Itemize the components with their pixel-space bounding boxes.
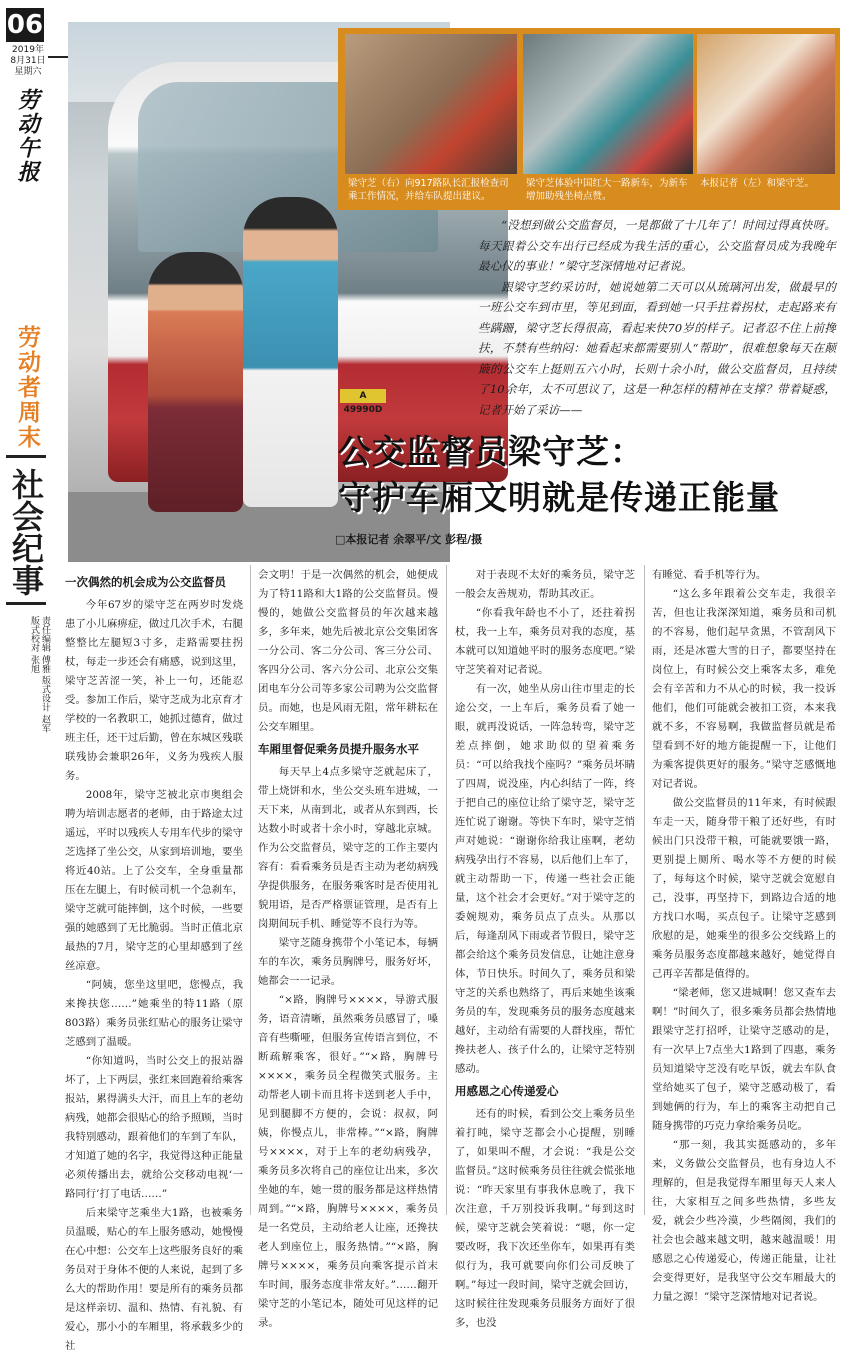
inset-photo-1: [345, 34, 517, 174]
body-column-4: [652, 566, 836, 1303]
body-paragraph: “梁老师，您又进城啊！您又查车去啊！”时间久了，很多乘务员都会热情地跟梁守芝打招呼，让梁守芝感动的是，有一次早上7点坐大1路到了四惠，乘务员知道梁守芝没有吃早饭，就去车队食堂给她买了包子，梁守芝感动极了，看到她俩的行为，车上的乘客主动把自己随身携带的巧克力拿给乘务员吃。: [652, 987, 836, 1132]
column-divider: [644, 565, 645, 1215]
subheading: 用感恩之心传递爱心: [455, 1084, 559, 1098]
body-column-3: [455, 566, 635, 1329]
body-paragraph: 会文明！于是一次偶然的机会，她便成为了特11路和大1路的公交监督员。慢慢的，她做公交监督员的年次越来越多，多年来，她先后被北京公交集团客一分公司、客二分公司、客三分公司、客四分公司、客六分公司、北京公交集团电车分公司等多家公司聘为公交监督员。而她，也是风雨无阻，常年耕耘在公交车厢里。: [258, 569, 438, 733]
body-paragraph: “你看我年龄也不小了，还拄着拐杖，我一上车，乘务员对我的态度，基本就可以知道她平时的服务态度吧。”梁守芝笑着对记者说。: [455, 607, 635, 676]
body-paragraph: 对于表现不太好的乘务员，梁守芝一般会友善规劝，帮助其改正。: [455, 569, 635, 600]
inset-photo-3: [697, 34, 835, 174]
body-paragraph: “×路，胸牌号××××，导游式服务，语音清晰，虽然乘务员感冒了，嗓音有些嘶哑，但服务宣传语言到位，不断疏解乘客，很好。”“×路，胸牌号××××，乘务员全程微笑式服务。主动帮老人刷卡而且将卡送到老人手中，见到腿脚不方便的，会说：叔叔，阿姨，你慢点儿，非常棒。”“×路，胸牌号××××，对于上车的老幼病残孕，乘务员多次将自己的座位让出来，多次坐她的车，她一贯的服务都是这样热情周到。”“×路，胸牌号××××，乘务员是一名党员，主动给老人让座，还搀扶老人到座位上，服务热情。”“×路，胸牌号××××，乘务员向乘客提示首末车时间，服务态度非常友好。”……翻开梁守芝的小笔记本，随处可见这样的记录。: [258, 994, 438, 1329]
newspaper-logo: 劳动午报: [14, 88, 40, 184]
section-title: 劳动者周末: [14, 325, 40, 450]
issue-date: [8, 45, 48, 78]
inset-caption-3: 本报记者（左）和梁守芝。: [697, 174, 835, 206]
issue-month-day: 8月31日: [10, 56, 46, 66]
body-column-1: [65, 570, 243, 1352]
body-column-2: [258, 566, 438, 1329]
article-intro: [478, 215, 836, 420]
liang-shouzhi-figure: [243, 197, 338, 507]
intro-paragraph: 跟梁守芝约采访时，她说她第二天可以从琉璃河出发，做最早的一班公交车到市里，等见到面，看到她一只手拄着拐杖，走起路来有些蹒跚，梁守芝长得很高，看起来快70岁的样子。记者忍不住上前搀扶，不禁有些纳闷：她看起来都需要别人“帮助”，很难想象每天在颠簸的公交车上挺则五六小时，长则十余小时，做公交监督员，且持续了10余年，太不可思议了，这是一种怎样的精神在支撑？带着疑惑，记者开始了采访——: [478, 279, 836, 417]
issue-weekday: 星期六: [14, 67, 42, 77]
body-paragraph: 2008年，梁守芝被北京市奥组会聘为培训志愿者的老师，由于路途太过遥远，平时以残疾人专用车代步的梁守芝选择了坐公交，从家到培训地，要坐将近40站。上了公交车，全身重量都压在左腿上，有时候司机一个急刹车，梁守芝就可能摔倒，这个时候，一些要强的她感到了无比脆弱。当时正值北京最热的7月，梁守芝的心里却感到了丝丝凉意。: [65, 789, 243, 972]
byline: □本报记者 余翠平/文 彭程/摄: [335, 533, 483, 546]
body-paragraph: “那一刻，我其实挺感动的，多年来，义务做公交监督员，也有身边人不理解的，但是我觉得车厢里每天人来人往，大家相互之间多些热情，多些友爱，就会少些冷漠，少些隔阂，我们的社会也会越来越文明，越来越温暖！用感恩之心传递爱心，传递正能量，让社会变得更好，是我坚守公交车厢最大的力量之源！”梁守芝深情地对记者说。: [652, 1139, 836, 1303]
inset-photo-2: [523, 34, 693, 174]
body-paragraph: 做公交监督员的11年来，有时候跟车走一天，随身带干粮了还好些，有时候出门只没带干粮，可能就要饿一路，更别提上厕所、喝水等不方便的时候了，每每这个时候，梁守芝就会宽慰自己，没事，再坚持下，到路边合适的地方找口水喝，买点包子。让梁守芝感到欣慰的是，她乘坐的很多公交线路上的乘务员服务态度都越来越好，她觉得自己再辛苦都是值得的。: [652, 797, 836, 980]
column-divider: [446, 565, 447, 1215]
body-paragraph: 有睡觉、看手机等行为。: [652, 569, 767, 581]
inset-caption-2: 梁守芝体验中国红大一路新车，为新车增加助残坐椅点赞。: [523, 174, 693, 206]
subheading: 车厢里督促乘务员提升服务水平: [258, 742, 419, 756]
woman-with-crutches: [148, 252, 243, 512]
body-paragraph: “阿姨，您坐这里吧，您慢点，我来搀扶您……”她乘坐的特11路（原803路）乘务员张红贴心的服务让梁守芝感到了温暖。: [65, 979, 243, 1048]
body-paragraph: 每天早上4点多梁守芝就起床了，带上烧饼和水，坐公交头班车进城，一天下来，从南到北，或者从东到西，长达数小时或者十余小时，穿越北京城。作为公交监督员，梁守芝的工作主要内容有：看看乘务员是否主动为老幼病残孕提供服务，在服务乘客时是否使用礼貌用语，是否严格票证管理，是否有上岗期间玩手机、睡觉等不良行为等。: [258, 766, 438, 930]
editors-credit: 责任编辑 傅雅 版式设计 赵军 版式校对 张旭: [29, 616, 50, 733]
inset-caption-1: 梁守芝（右）向917路队长汇报检查司乘工作情况，并给车队提出建议。: [345, 174, 517, 206]
body-paragraph: 有一次，她坐从房山往市里走的长途公交，一上车后，乘务员看了她一眼，就再没说话，一阵急转弯，梁守芝差点摔倒，她求助似的望着乘务员：“可以给我找个座吗？”乘务员坏睛了四周，说没座，内心纠结了一阵，终于把自己的座位让给了梁守芝，梁守芝连忙说了谢谢。等快下车时，梁守芝悄声对她说：“谢谢你给我让座啊，老幼病残孕出行不容易，以后他们上车了，就主动帮助一下，传递一些社会正能量，这个社会才会更好。”对于梁守芝的委婉规劝，乘务员点了点头。从那以后，每逢刮风下雨或者节假日，梁守芝都会给这个乘务员发信息，让她注意身体，节日快乐。时间久了，乘务员和梁守芝的关系也熟络了，再后来她坐该乘务员的车，发现乘务员的服务态度越来越好，主动给有需要的人群找座，帮忙搀扶老人、孩子什么的，让梁守芝特别感动。: [455, 683, 635, 1075]
page-number: 06: [6, 10, 44, 40]
body-paragraph: “你知道吗，当时公交上的报站器坏了，上下两层，张红来回跑着给乘客报站，累得满头大汗，而且上车的老幼病残，她都会很贴心的给予照顾，当时我特别感动，跟着他们的车到了车队，才知道了她的名字，我觉得这种正能量必须传播出去，就给公交移动电视‘一路同行’打了电话……”: [65, 1055, 243, 1200]
body-paragraph: 还有的时候，看到公交上乘务员坐着打盹，梁守芝都会小心提醒，别睡了，如果叫不醒，才会说：“我是公交监督员。”这时候乘务员往往就会慌张地说：“昨天家里有事我休息晚了，我下次注意，千万别投诉我啊。”每到这时候，梁守芝就会笑着说：“嗯，你一定要改呀，我下次还坐你车，如果再有类似行为，我可就要向你们公司反映了啊。”每过一段时间，梁守芝就会回访，这时候往往发现乘务员服务方面好了很多，也没: [455, 1108, 635, 1329]
issue-year: 2019年: [12, 45, 44, 55]
headline-line-1: 公交监督员梁守芝：: [338, 432, 644, 471]
body-paragraph: 梁守芝随身携带个小笔记本，每辆车的车次，乘务员胸牌号，服务好坏，她都会一一记录。: [258, 937, 438, 987]
headline-line-2: 守护车厢文明就是传递正能量: [338, 478, 780, 517]
body-paragraph: “这么多年跟着公交车走，我很辛苦，但也让我深深知道，乘务员和司机的不容易，他们起早贪黑，不管刮风下雨，还是冰雹大雪的日子，都要坚持在岗位上，有时候公交上乘客太多，难免会有辛苦和力不从心的时候，我一投诉他们，他们可能就会被扣工资，本来我就不多，不容易啊，我做监督员就是希望看到不好的地方能提醒一下，让他们为乘客提供更好的服务。”梁守芝感慨地对记者说。: [652, 588, 836, 790]
column-title: 社会纪事: [6, 455, 46, 605]
intro-paragraph: “没想到做公交监督员，一晃都做了十几年了！时间过得真快呀。每天跟着公交车出行已经成为我生活的重心，公交监督员成为我晚年最心仪的事业！”梁守芝深情地对记者说。: [478, 218, 836, 273]
body-paragraph: 后来梁守芝乘坐大1路，也被乘务员温暖，贴心的车上服务感动，她慢慢在心中想：公交车上这些服务良好的乘务员对于身体不便的人来说，起到了多么大的帮助作用！要是所有的乘务员都是这样亲切、温和、热情、有礼貌、有爱心，那小小的车厢里，将承载多少的社: [65, 1207, 243, 1352]
license-plate: A 49990D: [340, 389, 386, 403]
body-paragraph: 今年67岁的梁守芝在两岁时发烧患了小儿麻痹症，做过几次手术，右腿整整比左腿短3寸多，走路需要拄拐杖，每走一步还会有痛感，说到这里，梁守芝苦涩一笑，补上一句，还能忍受。参加工作后，梁守芝成为北京育才学校的一名教职工，她抓过德育，做过班主任，还干过后勤，曾在东城区残联联残协会兼职26年，义务为残疾人服务。: [65, 599, 243, 782]
subheading: 一次偶然的机会成为公交监督员: [65, 575, 226, 589]
column-divider: [250, 565, 251, 1215]
